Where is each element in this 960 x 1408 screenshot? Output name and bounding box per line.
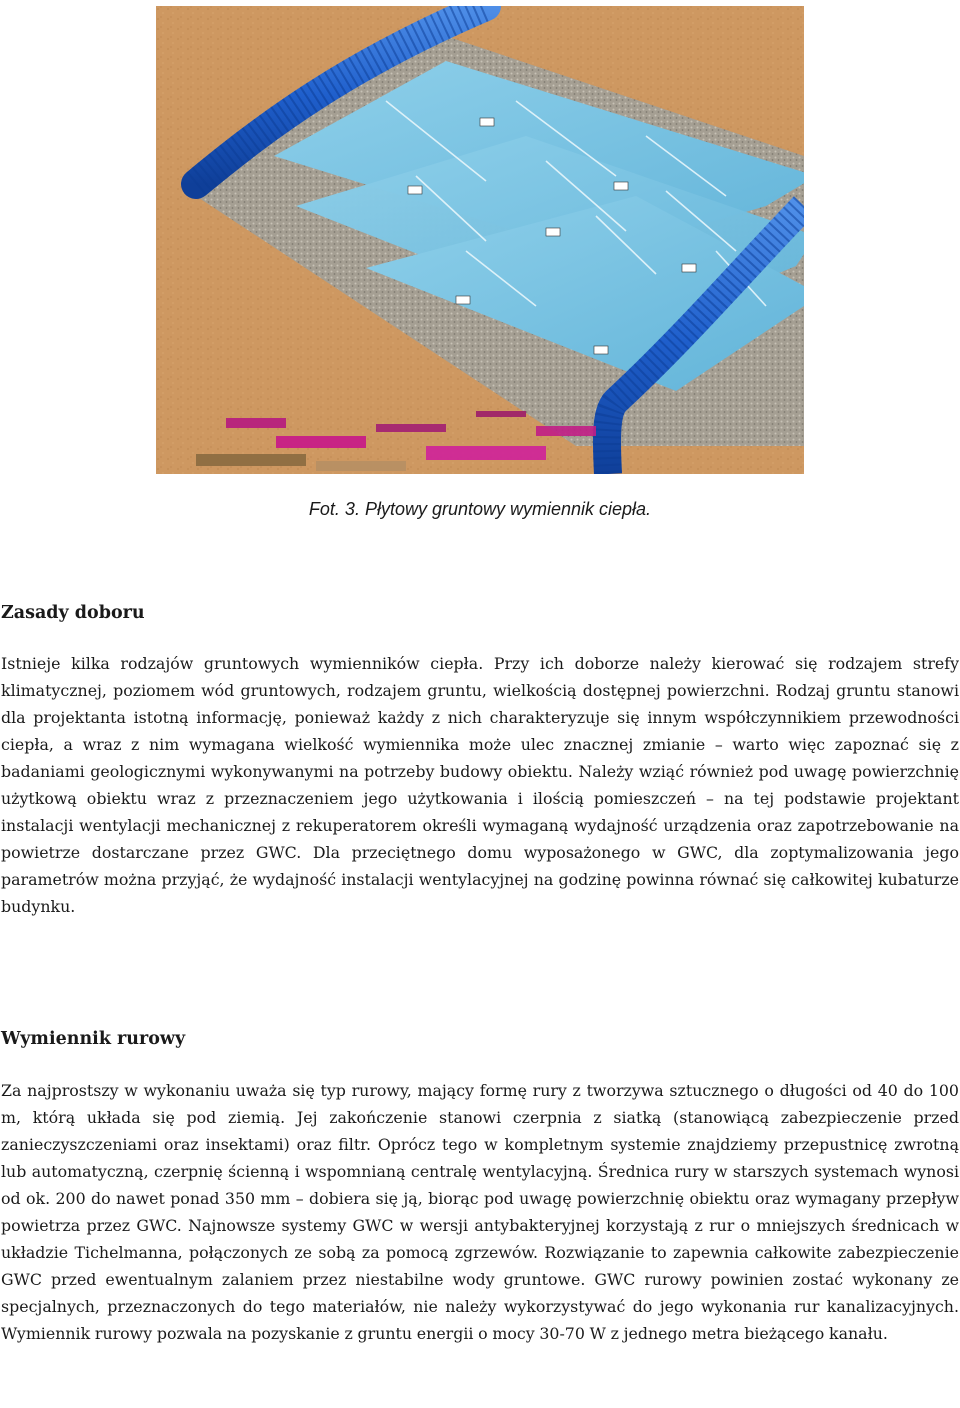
section-paragraph-pipe-exchanger: Za najprostszy w wykonaniu uważa się typ rurowy, mający formę rury z tworzywa sztucznego o długości od 40 do 100 m, którą układa się pod ziemią. Jej zakończenie stanowi czerpnia z siatką (stanowiącą zabezpieczenie przed zanieczyszczeniami oraz insektami) oraz filtr. Oprócz tego w kompletnym systemie znajdziemy przepustnicę zwrotną lub automatyczną, czerpnię ścienną i wspomnianą centralę wentylacyjną. Średnica rury w starszych systemach wynosi od ok. 200 do nawet ponad 350 mm – dobiera się ją, biorąc pod uwagę powierzchnię obiektu oraz wymagany przepływ powietrza przez GWC. Najnowsze systemy GWC w wersji antybakteryjnej korzystają z rur o mniejszych średnicach w układzie Tichelmanna, połączonych ze sobą za pomocą zgrzewów. Rozwiązanie to zapewnia całkowite zabezpieczenie GWC przed ewentualnym zalaniem przez niestabilne wody gruntowe. GWC rurowy powinien zostać wykonany ze specjalnych, przeznaczonych do tego materiałów, nie należy wykorzystywać do jego wykonania rur kanalizacyjnych. Wymiennik rurowy pozwala na pozyskanie z gruntu energii o mocy 30-70 W z jednego metra bieżącego kanału. <box>1 1081 959 1343</box>
heat-exchanger-photo <box>156 6 804 474</box>
figure-caption: Fot. 3. Płytowy gruntowy wymiennik ciepła. <box>308 499 652 519</box>
section-paragraph-selection-rules: Istnieje kilka rodzajów gruntowych wymienników ciepła. Przy ich doborze należy kierować się rodzajem strefy klimatycznej, poziomem wód gruntowych, rodzajem gruntu, wielkością dostępnej powierzchni. Rodzaj gruntu stanowi dla projektanta istotną informację, ponieważ każdy z nich charakteryzuje się innym współczynnikiem przewodności ciepła, a wraz z nim wymagana wielkość wymiennika może ulec znacznej zmianie – warto więc zapoznać się z badaniami geologicznymi wykonywanymi na potrzeby budowy obiektu. Należy wziąć również pod uwagę powierzchnię użytkową obiektu wraz z przeznaczeniem jego użytkowania i ilością pomieszczeń – na tej podstawie projektant instalacji wentylacji mechanicznej z rekuperatorem określi wymaganą wydajność urządzenia oraz zapotrzebowanie na powietrze dostarczane przez GWC. Dla przeciętnego domu wyposażonego w GWC, dla zoptymalizowania jego parametrów można przyjąć, że wydajność instalacji wentylacyjnej na godzinę powinna równać się całkowitej kubaturze budynku. <box>1 654 959 916</box>
section-heading-selection-rules: Zasady doboru <box>1 603 145 623</box>
section-heading-pipe-exchanger: Wymiennik rurowy <box>1 1029 186 1049</box>
